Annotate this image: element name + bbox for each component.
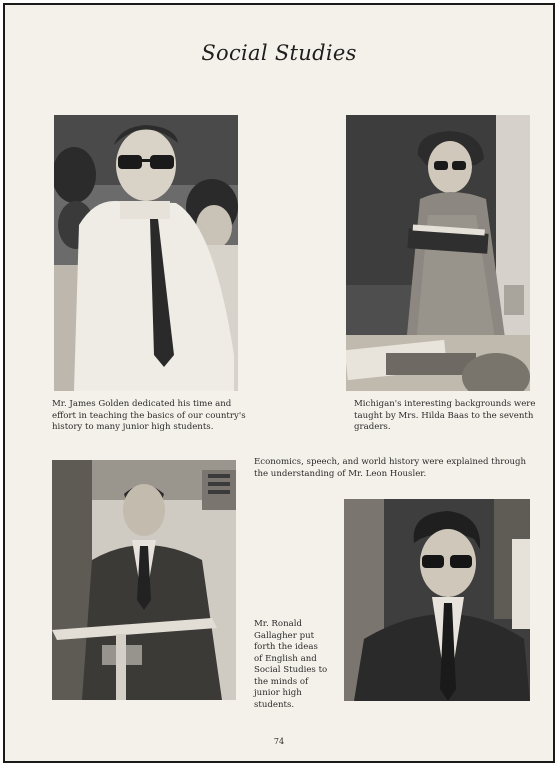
- caption-line: effort in teaching the basics of our country's: [52, 410, 246, 421]
- caption-line: students.: [254, 699, 295, 710]
- caption-line: Michigan's interesting backgrounds were: [354, 399, 536, 409]
- caption-line: taught by Mrs. Hilda Baas to the seventh: [354, 410, 534, 421]
- caption-line: Mr. Ronald: [254, 619, 302, 629]
- page-number: 74: [273, 737, 285, 746]
- caption-james-golden: [52, 399, 252, 434]
- caption-line: forth the ideas: [254, 642, 318, 652]
- caption-line: Social Studies to: [254, 665, 328, 675]
- caption-line: Economics, speech, and world history were explained through: [254, 457, 527, 467]
- photo-leon-housler: [344, 499, 530, 701]
- caption-line: junior high: [254, 688, 302, 698]
- caption-line: of English and: [254, 653, 317, 664]
- yearbook-page: [3, 3, 555, 763]
- photo-ronald-gallagher: [52, 460, 236, 700]
- caption-leon-housler: [254, 457, 544, 480]
- caption-line: history to many junior high students.: [52, 422, 214, 432]
- caption-line: the minds of: [254, 676, 309, 687]
- caption-hilda-baas: [354, 399, 544, 434]
- page-title: Social Studies: [201, 41, 357, 65]
- caption-line: Gallagher put: [254, 630, 315, 641]
- caption-line: the understanding of Mr. Leon Housler.: [254, 468, 427, 479]
- caption-line: graders.: [354, 422, 391, 432]
- photo-james-golden: [54, 115, 238, 391]
- photo-hilda-baas: [346, 115, 530, 391]
- caption-ronald-gallagher: [254, 619, 344, 711]
- caption-line: Mr. James Golden dedicated his time and: [52, 399, 232, 409]
